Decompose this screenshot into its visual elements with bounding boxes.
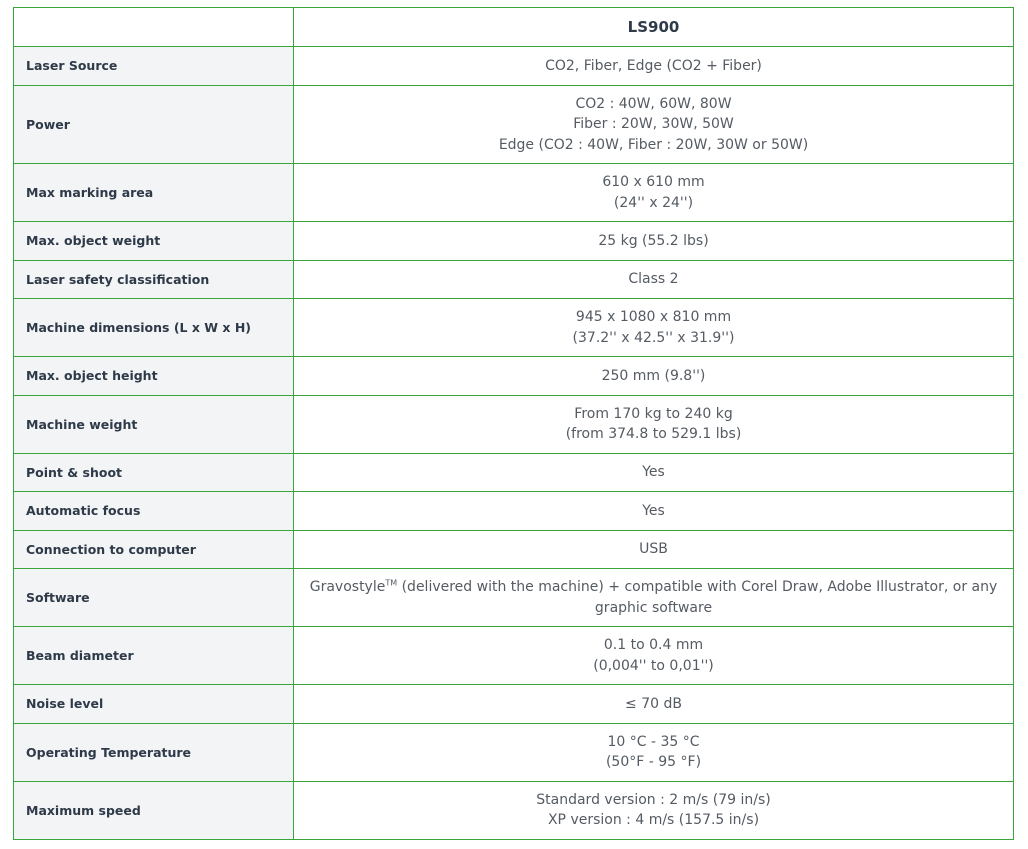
spec-value-line: (50°F - 95 °F) (605, 754, 702, 770)
spec-row-max-marking-area (14, 164, 1014, 222)
spec-label: Beam diameter (14, 627, 294, 685)
spec-value-line: Edge (CO2 : 40W, Fiber : 20W, 30W or 50W) (498, 136, 809, 153)
spec-row-beam-diameter (14, 627, 1014, 685)
trademark-mark: TM (385, 578, 398, 588)
spec-row-max-object-height (14, 357, 1014, 396)
spec-label: Max. object height (14, 357, 294, 396)
spec-label: Power (14, 85, 294, 164)
spec-value-line: 945 x 1080 x 810 mm (575, 309, 732, 325)
spec-row-power (14, 85, 1014, 164)
spec-label: Software (14, 569, 294, 627)
spec-row-automatic-focus (14, 492, 1014, 531)
spec-row-operating-temperature (14, 723, 1014, 781)
spec-value-line: 250 mm (9.8'') (601, 367, 706, 384)
spec-value-line: 610 x 610 mm (602, 174, 705, 190)
spec-label: Machine dimensions (L x W x H) (14, 299, 294, 357)
spec-row-connection (14, 530, 1014, 569)
spec-label: Laser Source (14, 47, 294, 86)
empty-corner-cell (14, 8, 294, 47)
spec-value-line: ≤ 70 dB (625, 695, 682, 712)
spec-value-line: 0.1 to 0.4 mm (603, 637, 704, 653)
spec-value-line: 25 kg (55.2 lbs) (598, 232, 709, 249)
spec-value (294, 723, 1014, 781)
spec-value-line: (24'' x 24'') (613, 194, 694, 211)
spec-value (294, 453, 1014, 492)
spec-value-line: Standard version : 2 m/s (79 in/s) (536, 791, 771, 808)
spec-label: Point & shoot (14, 453, 294, 492)
spec-label: Connection to computer (14, 530, 294, 569)
spec-value-line: graphic software (594, 599, 713, 616)
spec-row-noise-level (14, 685, 1014, 724)
spec-label: Maximum speed (14, 781, 294, 839)
spec-label: Max. object weight (14, 222, 294, 261)
spec-value-line: USB (639, 541, 668, 557)
spec-label: Operating Temperature (14, 723, 294, 781)
spec-value-line: Yes (642, 464, 665, 480)
model-name: LS900 (294, 8, 1014, 47)
spec-value (294, 85, 1014, 164)
spec-value-line: (0,004'' to 0,01'') (593, 657, 714, 674)
spec-row-software (14, 569, 1014, 627)
spec-value-line: 10 °C - 35 °C (607, 733, 700, 750)
spec-value (294, 357, 1014, 396)
spec-table (13, 7, 1014, 840)
spec-row-point-shoot (14, 453, 1014, 492)
software-brand: Gravostyle (309, 579, 386, 595)
spec-value (294, 299, 1014, 357)
spec-row-laser-source (14, 47, 1014, 86)
spec-value-line: Class 2 (628, 271, 679, 287)
spec-value-line: (from 374.8 to 529.1 lbs) (565, 426, 742, 442)
header-row (14, 8, 1014, 47)
software-description: (delivered with the machine) + compatible with Corel Draw, Adobe Illustrator, or any (397, 579, 998, 595)
spec-value-line: From 170 kg to 240 kg (574, 405, 733, 422)
spec-value-line: Fiber : 20W, 30W, 50W (573, 116, 734, 132)
spec-value (294, 260, 1014, 299)
spec-row-max-object-weight (14, 222, 1014, 261)
spec-value (294, 685, 1014, 724)
spec-value (294, 47, 1014, 86)
spec-value-line: XP version : 4 m/s (157.5 in/s) (547, 812, 760, 828)
spec-label: Noise level (14, 685, 294, 724)
spec-label: Machine weight (14, 395, 294, 453)
spec-value-line: (37.2'' x 42.5'' x 31.9'') (572, 329, 735, 346)
spec-label: Laser safety classification (14, 260, 294, 299)
spec-value-line: CO2, Fiber, Edge (CO2 + Fiber) (545, 57, 762, 74)
spec-row-maximum-speed (14, 781, 1014, 839)
spec-value (294, 569, 1014, 627)
spec-value (294, 781, 1014, 839)
spec-row-machine-weight (14, 395, 1014, 453)
spec-value (294, 395, 1014, 453)
spec-label: Max marking area (14, 164, 294, 222)
spec-value (294, 530, 1014, 569)
spec-value-line: Yes (642, 502, 665, 519)
spec-value (294, 492, 1014, 531)
spec-value-line (306, 577, 1001, 598)
spec-value (294, 164, 1014, 222)
spec-value (294, 222, 1014, 261)
spec-value (294, 627, 1014, 685)
spec-row-laser-safety (14, 260, 1014, 299)
spec-label: Automatic focus (14, 492, 294, 531)
spec-value-line: CO2 : 40W, 60W, 80W (575, 95, 732, 112)
spec-row-machine-dimensions (14, 299, 1014, 357)
